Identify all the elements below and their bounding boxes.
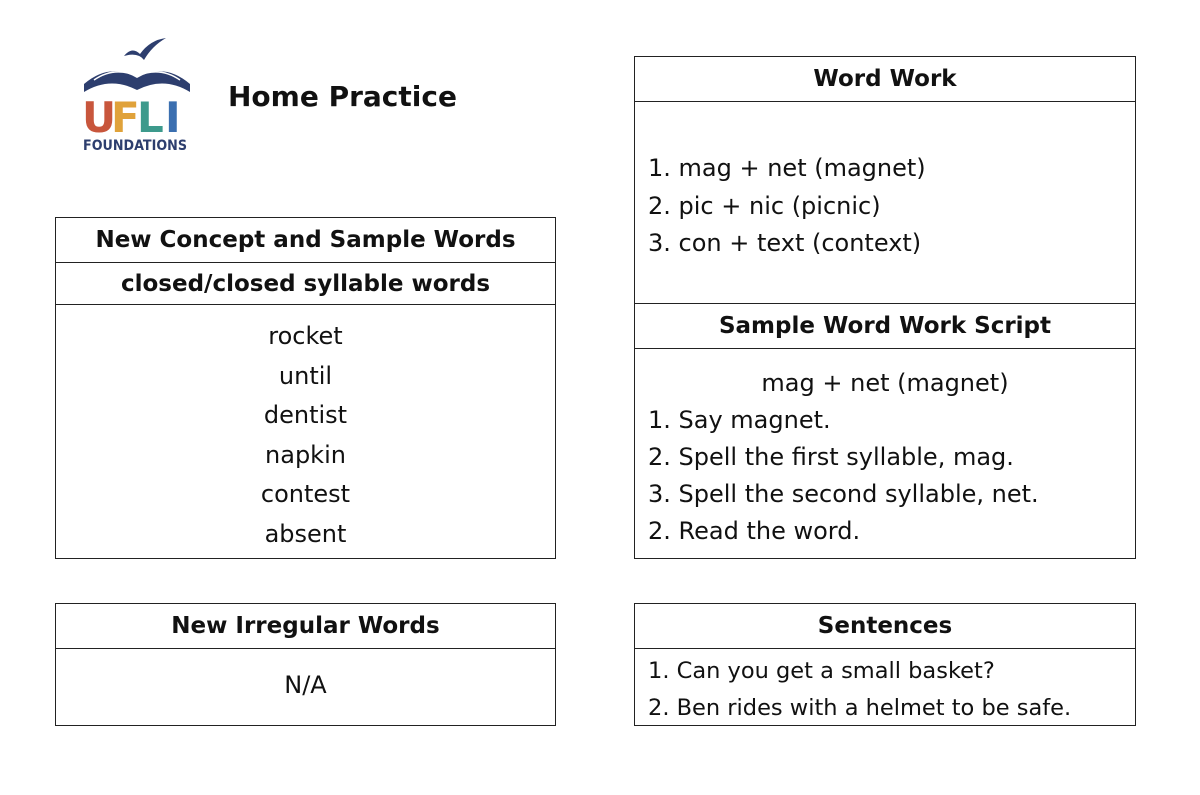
bird-icon <box>124 38 166 60</box>
ufli-foundations-logo <box>80 36 194 156</box>
book-icon <box>84 71 190 92</box>
sentence-item: 1. Can you get a small basket? <box>648 658 995 684</box>
logo-subtext: FOUNDATIONS <box>83 138 187 154</box>
sentences-list <box>635 649 1135 727</box>
script-step: 3. Spell the second syllable, net. <box>648 480 1039 508</box>
script-header: Sample Word Work Script <box>635 304 1135 349</box>
sample-word: contest <box>260 480 351 508</box>
sample-word: napkin <box>265 440 346 469</box>
logo-letter-u: U <box>82 93 117 142</box>
script-step: 2. Spell the first syllable, mag. <box>648 443 1014 471</box>
script-step: 1. Say magnet. <box>648 406 831 434</box>
sentences-panel <box>634 603 1136 726</box>
sample-words-list <box>56 305 555 554</box>
page-title: Home Practice <box>228 80 457 113</box>
word-work-header: Word Work <box>635 57 1135 102</box>
new-concept-panel <box>55 217 556 559</box>
logo-letter-l: L <box>137 93 164 142</box>
script-step: 2. Read the word. <box>648 517 861 545</box>
script-example: mag + net (magnet) <box>761 369 1009 397</box>
sample-word: rocket <box>268 322 343 350</box>
word-work-item: 3. con + text (context) <box>648 229 922 257</box>
new-concept-header: New Concept and Sample Words <box>56 218 555 263</box>
word-work-panel <box>634 56 1136 559</box>
sentences-header: Sentences <box>635 604 1135 649</box>
irregular-words-value: N/A <box>284 671 327 699</box>
logo-letter-f: F <box>111 93 140 142</box>
word-work-list <box>635 102 1135 304</box>
script-body <box>635 349 1135 550</box>
word-work-item: 1. mag + net (magnet) <box>648 154 926 182</box>
concept-subheader: closed/closed syllable words <box>56 263 555 305</box>
irregular-words-header: New Irregular Words <box>56 604 555 649</box>
sentence-item: 2. Ben rides with a helmet to be safe. <box>648 695 1072 721</box>
sample-word: dentist <box>263 401 348 429</box>
ufli-logo-graphic <box>80 36 194 156</box>
sample-word: absent <box>264 519 347 548</box>
logo-letter-i: I <box>165 93 181 142</box>
word-work-item: 2. pic + nic (picnic) <box>648 191 881 220</box>
irregular-words-panel <box>55 603 556 726</box>
sample-word: until <box>278 361 333 390</box>
